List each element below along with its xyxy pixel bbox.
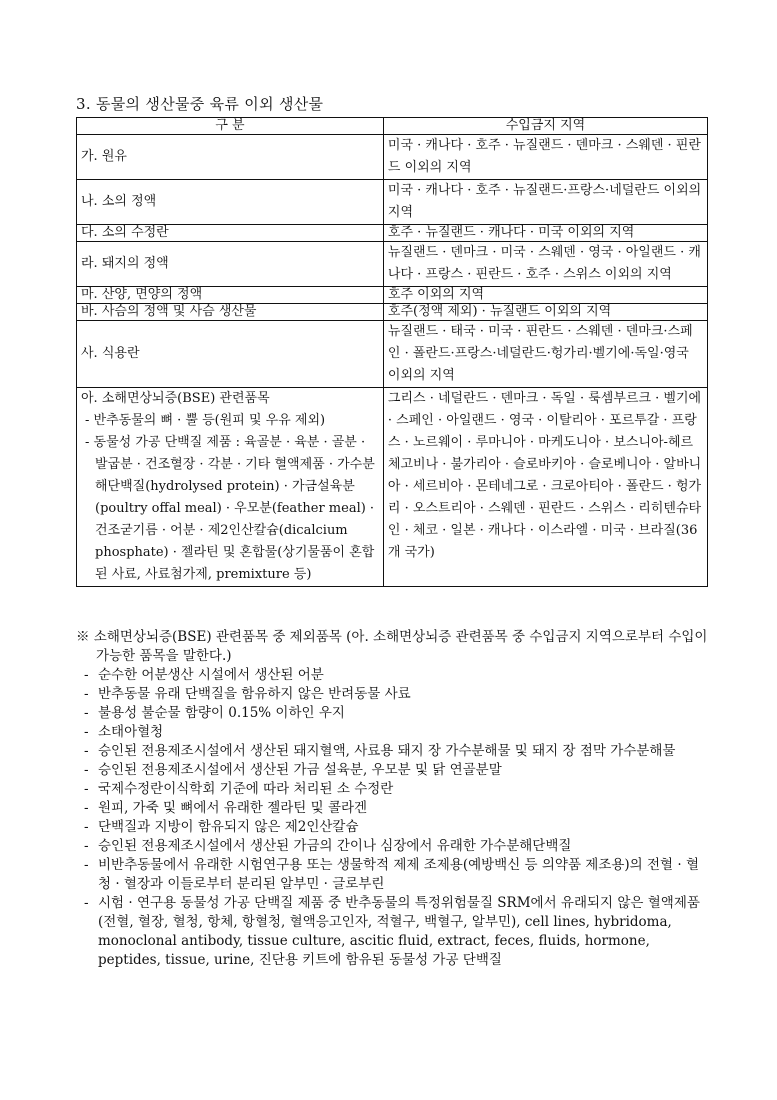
exclusion-notes — [76, 628, 710, 970]
list-item — [76, 837, 710, 856]
list-item — [76, 780, 710, 799]
reference-mark: ※ — [76, 629, 90, 645]
list-item-text: 시험 · 연구용 동물성 가공 단백질 제품 중 반추동물의 특정위험물질 SRM에서 유래되지 않은 혈액제품(전혈, 혈장, 혈청, 항체, 항혈청, 혈액응고인자, 적혈구, 백혈구, 알부민), cell lines, hybridoma, monoclonal antibody, tissue culture, ascitic fluid, extract, feces, fluids, hormone, peptides, tissue, urine, 진단용 키트에 함유된 동물성 가공 단백질 — [98, 895, 700, 968]
header-regions: 수입금지 지역 — [383, 118, 707, 135]
row-regions: 뉴질랜드 · 태국 · 미국 · 핀란드 · 스웨덴 · 덴마크·스페인 · 폴란드·프랑스·네덜란드·헝가리·벨기에·독일·영국 이외의 지역 — [383, 321, 707, 388]
import-ban-table — [76, 117, 708, 587]
notes-heading-text: 소해면상뇌증(BSE) 관련품목 중 제외품목 (아. 소해면상뇌증 관련품목 중 수입금지 지역으로부터 수입이 가능한 품목을 말한다.) — [93, 629, 708, 664]
bse-item-protein-products: - 동물성 가공 단백질 제품 : 육골분 · 육분 · 골분 · 발굽분 · 건조혈장 · 각분 · 기타 혈액제품 · 가수분해단백질(hydrolysed protein) · 가금설육분(poultry offal meal) · 우모분(feather meal) · 건조굳기름 · 어분 · 제2인산칼슘(dicalcium phosphate) · 젤라틴 및 혼합물(상기물품이 혼합된 사료, 사료첨가제, premixture 등) — [85, 435, 375, 582]
row-regions: 호주 이외의 지역 — [383, 287, 707, 304]
list-item — [76, 818, 710, 837]
section-heading: 3. 동물의 생산물중 육류 이외 생산물 — [76, 95, 324, 113]
list-item-text: 단백질과 지방이 함유되지 않은 제2인산칼슘 — [98, 819, 359, 835]
list-dash: - — [84, 781, 89, 797]
list-item — [76, 666, 710, 685]
list-item — [76, 742, 710, 761]
table-row — [77, 225, 708, 242]
table-row — [77, 321, 708, 388]
list-item — [76, 894, 710, 970]
list-dash: - — [84, 762, 89, 778]
list-item-text: 반추동물 유래 단백질을 함유하지 않은 반려동물 사료 — [98, 686, 411, 702]
list-dash: - — [84, 743, 89, 759]
list-dash: - — [84, 838, 89, 854]
exclusion-list — [76, 666, 710, 970]
list-dash: - — [84, 857, 89, 873]
header-category: 구 분 — [77, 118, 384, 135]
table-header-row — [77, 118, 708, 135]
row-category: 바. 사슴의 정액 및 사슴 생산물 — [77, 304, 384, 321]
list-item — [76, 685, 710, 704]
table-row-bse — [77, 388, 708, 587]
list-item-text: 승인된 전용제조시설에서 생산된 돼지혈액, 사료용 돼지 장 가수분해물 및 돼지 장 점막 가수분해물 — [98, 743, 676, 759]
row-category: 나. 소의 정액 — [77, 180, 384, 225]
table-row — [77, 304, 708, 321]
row-regions: 미국 · 캐나다 · 호주 · 뉴질랜드·프랑스·네덜란드 이외의 지역 — [383, 180, 707, 225]
row-category: 다. 소의 수정란 — [77, 225, 384, 242]
list-item — [76, 856, 710, 894]
list-dash: - — [84, 667, 89, 683]
list-item-text: 소태아혈청 — [98, 724, 164, 740]
list-item-text: 비반추동물에서 유래한 시험연구용 또는 생물학적 제제 조제용(예방백신 등 의약품 제조용)의 전혈 · 혈청 · 혈장과 이들로부터 분리된 알부민 · 글로부린 — [98, 857, 699, 892]
list-item-text: 순수한 어분생산 시설에서 생산된 어분 — [98, 667, 324, 683]
notes-heading — [76, 628, 710, 666]
bse-category: 아. 소해면상뇌증(BSE) 관련품목 — [81, 391, 270, 406]
list-dash: - — [84, 800, 89, 816]
row-category: 사. 식용란 — [77, 321, 384, 388]
list-item-text: 불용성 불순물 함량이 0.15% 이하인 우지 — [98, 705, 345, 721]
row-regions: 미국 · 캐나다 · 호주 · 뉴질랜드 · 덴마크 · 스웨덴 · 핀란드 이외의 지역 — [383, 135, 707, 180]
bse-category-cell — [77, 388, 384, 587]
list-dash: - — [84, 686, 89, 702]
bse-item-bones: - 반추동물의 뼈 · 뿔 등(원피 및 우유 제외) — [85, 413, 326, 428]
list-item-text: 승인된 전용제조시설에서 생산된 가금의 간이나 심장에서 유래한 가수분해단백질 — [98, 838, 572, 854]
table-row — [77, 180, 708, 225]
list-item-text: 원피, 가죽 및 뼈에서 유래한 젤라틴 및 콜라겐 — [98, 800, 368, 816]
row-category: 마. 산양, 면양의 정액 — [77, 287, 384, 304]
row-regions: 뉴질랜드 · 덴마크 · 미국 · 스웨덴 · 영국 · 아일랜드 · 캐나다 · 프랑스 · 핀란드 · 호주 · 스위스 이외의 지역 — [383, 242, 707, 287]
list-item — [76, 761, 710, 780]
list-item — [76, 704, 710, 723]
list-dash: - — [84, 895, 89, 911]
list-item-text: 승인된 전용제조시설에서 생산된 가금 설육분, 우모분 및 닭 연골분말 — [98, 762, 502, 778]
list-dash: - — [84, 705, 89, 721]
bse-regions: 그리스 · 네덜란드 · 덴마크 · 독일 · 룩셈부르크 · 벨기에 · 스페인 · 아일랜드 · 영국 · 이탈리아 · 포르투갈 · 프랑스 · 노르웨이 · 루마니아 · 마케도니아 · 보스니아-헤르체고비나 · 불가리아 · 슬로바키아 · 슬로베니아 · 알바니아 · 세르비아 · 몬테네그로 · 크로아티아 · 폴란드 · 헝가리 · 오스트리아 · 스웨덴 · 핀란드 · 스위스 · 리히텐슈타인 · 체코 · 일본 · 캐나다 · 이스라엘 · 미국 · 브라질(36개 국가) — [383, 388, 707, 587]
table-row — [77, 242, 708, 287]
list-item — [76, 723, 710, 742]
list-item — [76, 799, 710, 818]
row-regions: 호주 · 뉴질랜드 · 캐나다 · 미국 이외의 지역 — [383, 225, 707, 242]
list-dash: - — [84, 819, 89, 835]
table-row — [77, 287, 708, 304]
row-category: 라. 돼지의 정액 — [77, 242, 384, 287]
row-category: 가. 원유 — [77, 135, 384, 180]
list-dash: - — [84, 724, 89, 740]
row-regions: 호주(정액 제외) · 뉴질랜드 이외의 지역 — [383, 304, 707, 321]
table-row — [77, 135, 708, 180]
list-item-text: 국제수정란이식학회 기준에 따라 처리된 소 수정란 — [98, 781, 394, 797]
